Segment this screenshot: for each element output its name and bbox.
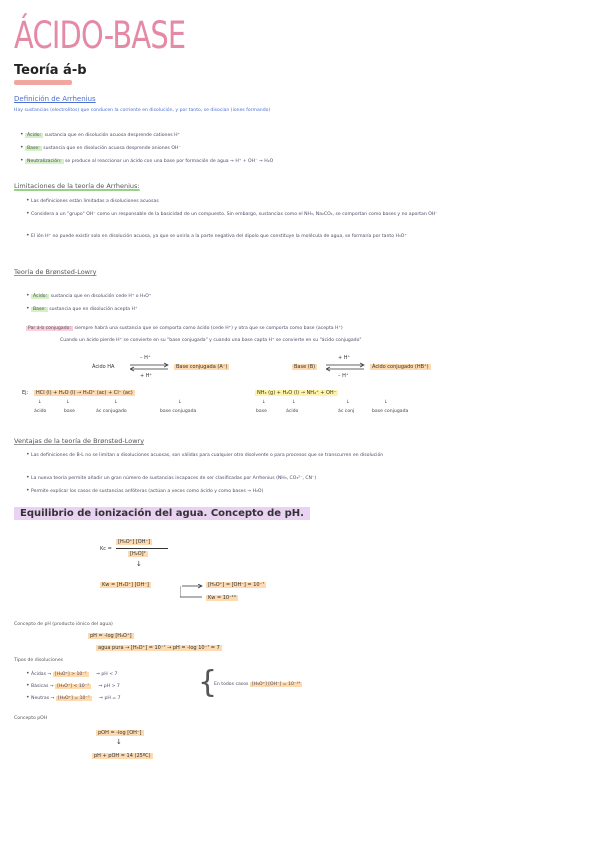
bronsted-heading: Teoría de Brønsted-Lowry	[14, 268, 97, 276]
example-2: NH₃ (g) + H₂O (l) → NH₄⁺ + OH⁻	[257, 390, 337, 396]
equilibrio-heading: Equilibrio de ionización del agua. Concepto de pH.	[14, 507, 310, 520]
eq-base: Base (B)	[294, 364, 316, 370]
section-title: Teoría á-b	[14, 63, 87, 78]
label-ac-conj: ác conjugado	[96, 409, 127, 414]
kw-value: Kw = 10⁻¹⁴	[208, 595, 236, 601]
bronsted-item-base: • Base: sustancia que en disolución acepta H⁺	[26, 305, 138, 312]
def-acid: sustancia que en disolución acuosa desprende cationes H⁺	[44, 133, 181, 138]
par-conjugado-explicacion: Cuando un ácido pierde H⁺ se convierte en su "base conjugada" y cuando una base capta H⁺ se convierte en su "ácido conjugado"	[60, 338, 362, 343]
term-base: Base:	[27, 146, 40, 151]
term-acid: Ácido:	[27, 133, 42, 138]
limitaciones-item-2: • Considera a un "grupo" OH⁻ como un responsable de la basicidad de un compuesto. Sin embargo, sustancias como el NH₃, Na₂CO₃, se comportan como bases y no aportan OH⁻	[26, 210, 438, 217]
tipos-all: En todos casos [H₃O⁺] [OH⁻] = 10⁻¹⁴	[214, 682, 301, 687]
kc-numerator: [H₃O⁺] [OH⁻]	[118, 539, 151, 545]
bronsted-item-acid: • Ácido: sustancia que en disolución cede H⁺ o H₃O⁺	[26, 292, 152, 299]
arrow-icon: ↓	[178, 400, 182, 405]
ventajas-item-1: • Las definiciones de B-L no se limitan a disoluciones acuosas, son válidas para cualquier otro disolvente o para procesos que se transcurren en disolución	[26, 451, 384, 458]
arrow-icon: ↓	[66, 400, 70, 405]
eq-acid: Ácido HA	[92, 364, 115, 370]
term-neutral: Neutralización:	[27, 159, 62, 164]
ventajas-heading: Ventajas de la teoría de Brønsted-Lowry	[14, 437, 145, 445]
label-acido-2: ácido	[286, 409, 299, 414]
eq-left-bottom: + H⁺	[140, 373, 153, 379]
page-title: ÁCIDO-BASE	[14, 14, 186, 57]
ph-heading: Concepto de pH (producto iónico del agua)	[14, 622, 113, 627]
label-ac-conj-2: ác conj	[338, 409, 355, 414]
par-conjugado: Par á-b conjugado: siempre habrá una sustancia que se comporta como ácido (cede H⁺) y otra que se comporta como base (acepta H⁺)	[28, 326, 343, 331]
example-1: HCl (l) + H₂O (l) → H₃O⁺ (ac) + Cl⁻ (ac)	[36, 390, 133, 396]
eq-base-conj: Base conjugada (A⁻)	[176, 364, 228, 370]
def-neutral: se produce al reaccionar un ácido con una base por formación de agua → H⁺ + OH⁻ → H₂O	[65, 159, 274, 164]
limitaciones-item-1: • Las definiciones están limitadas a disoluciones acuosas	[26, 197, 159, 204]
ph-water: agua pura → [H₃O⁺] = 10⁻⁷ → pH = -log 10⁻⁷ = 7	[98, 645, 220, 651]
branch-arrow-icon	[180, 584, 204, 600]
kw-label: Kw = [H₃O⁺] [OH⁻]	[102, 582, 149, 588]
equilibrium-arrows-right	[326, 362, 366, 372]
label-acido: ácido	[34, 409, 47, 414]
tipos-heading: Tipos de disoluciones	[14, 658, 64, 663]
label-base-2: base	[256, 409, 267, 414]
kc-fraction-bar	[116, 548, 168, 549]
tipos-row-basicas: • Básicas → [H₃O⁺] < 10⁻⁷ ⇒ pH > 7	[26, 682, 120, 689]
arrhenius-item-acid: • Ácido: sustancia que en disolución acuosa desprende cationes H⁺	[20, 131, 181, 138]
eq-right-bottom: – H⁺	[338, 373, 349, 379]
ventajas-item-2: • La nueva teoría permite añadir un gran número de sustancias incapaces de ser clasificadas por Arrhenius (NH₃, CO₃²⁻, CN⁻)	[26, 474, 317, 481]
tipos-row-acidas: • Ácidas → [H₃O⁺] > 10⁻⁷ ⇒ pH < 7	[26, 670, 118, 677]
kw-equality: [H₃O⁺] = [OH⁻] = 10⁻⁷	[208, 582, 265, 588]
arrow-icon: ↓	[346, 400, 350, 405]
eq-left-top: – H⁺	[140, 355, 151, 361]
limitaciones-heading: Limitaciones de la teoría de Arrhenius:	[14, 182, 140, 190]
arrhenius-heading: Definición de Arrhenius	[14, 95, 96, 103]
down-arrow-icon: ↓	[136, 560, 142, 568]
label-base-conj: base conjugada	[160, 409, 197, 414]
arrhenius-item-base: • Base: sustancia que en disolución acuosa desprende aniones OH⁻	[20, 144, 181, 151]
poh-formula: pOH = -log [OH⁻]	[98, 730, 142, 736]
title-highlight	[14, 80, 72, 85]
poh-sum: pH + pOH = 14 (25ºC)	[94, 753, 151, 759]
kc-label: Kc =	[100, 546, 112, 552]
eq-acid-conj: Ácido conjugado (HB⁺)	[372, 364, 429, 370]
limitaciones-item-3: • El ión H⁺ no puede existir solo en disolución acuosa, ya que se uniría a la parte negativa del dipolo que constituye la molécula de agua, se formaría por tanto H₃O⁺	[26, 232, 407, 239]
example-1-arrows: ↓	[38, 400, 42, 405]
ph-formula: pH = -log [H₃O⁺]	[90, 633, 132, 639]
label-base: base	[64, 409, 75, 414]
arrow-icon: ↓	[114, 400, 118, 405]
brace-icon: {	[198, 665, 218, 700]
arrow-icon: ↓	[384, 400, 388, 405]
kc-denominator: [H₂O]²	[130, 551, 146, 557]
label-base-conj-2: base conjugada	[372, 409, 409, 414]
arrhenius-intro: Hay sustancias (electrolitos) que conducen la corriente en disolución, y por tanto, se disocian (iones formando)	[14, 108, 271, 113]
eq-right-top: + H⁺	[338, 355, 351, 361]
tipos-row-neutras: • Neutras → [H₃O⁺] = 10⁻⁷ ⇒ pH = 7	[26, 694, 121, 701]
equilibrium-arrows-left	[130, 362, 170, 372]
arrow-icon: ↓	[292, 400, 296, 405]
def-base: sustancia que en disolución acuosa desprende aniones OH⁻	[43, 146, 181, 151]
poh-heading: Concepto pOH	[14, 716, 48, 721]
arrow-icon: ↓	[262, 400, 266, 405]
down-arrow-icon: ↓	[116, 738, 122, 746]
ventajas-item-3: • Permite explicar los casos de sustancias anfóteras (actúan a veces como ácido y como bases → H₂O)	[26, 487, 264, 494]
example-prefix: Ej:	[22, 390, 29, 396]
arrhenius-item-neutral: • Neutralización: se produce al reaccionar un ácido con una base por formación de agua → H⁺ + OH⁻ → H₂O	[20, 157, 274, 164]
